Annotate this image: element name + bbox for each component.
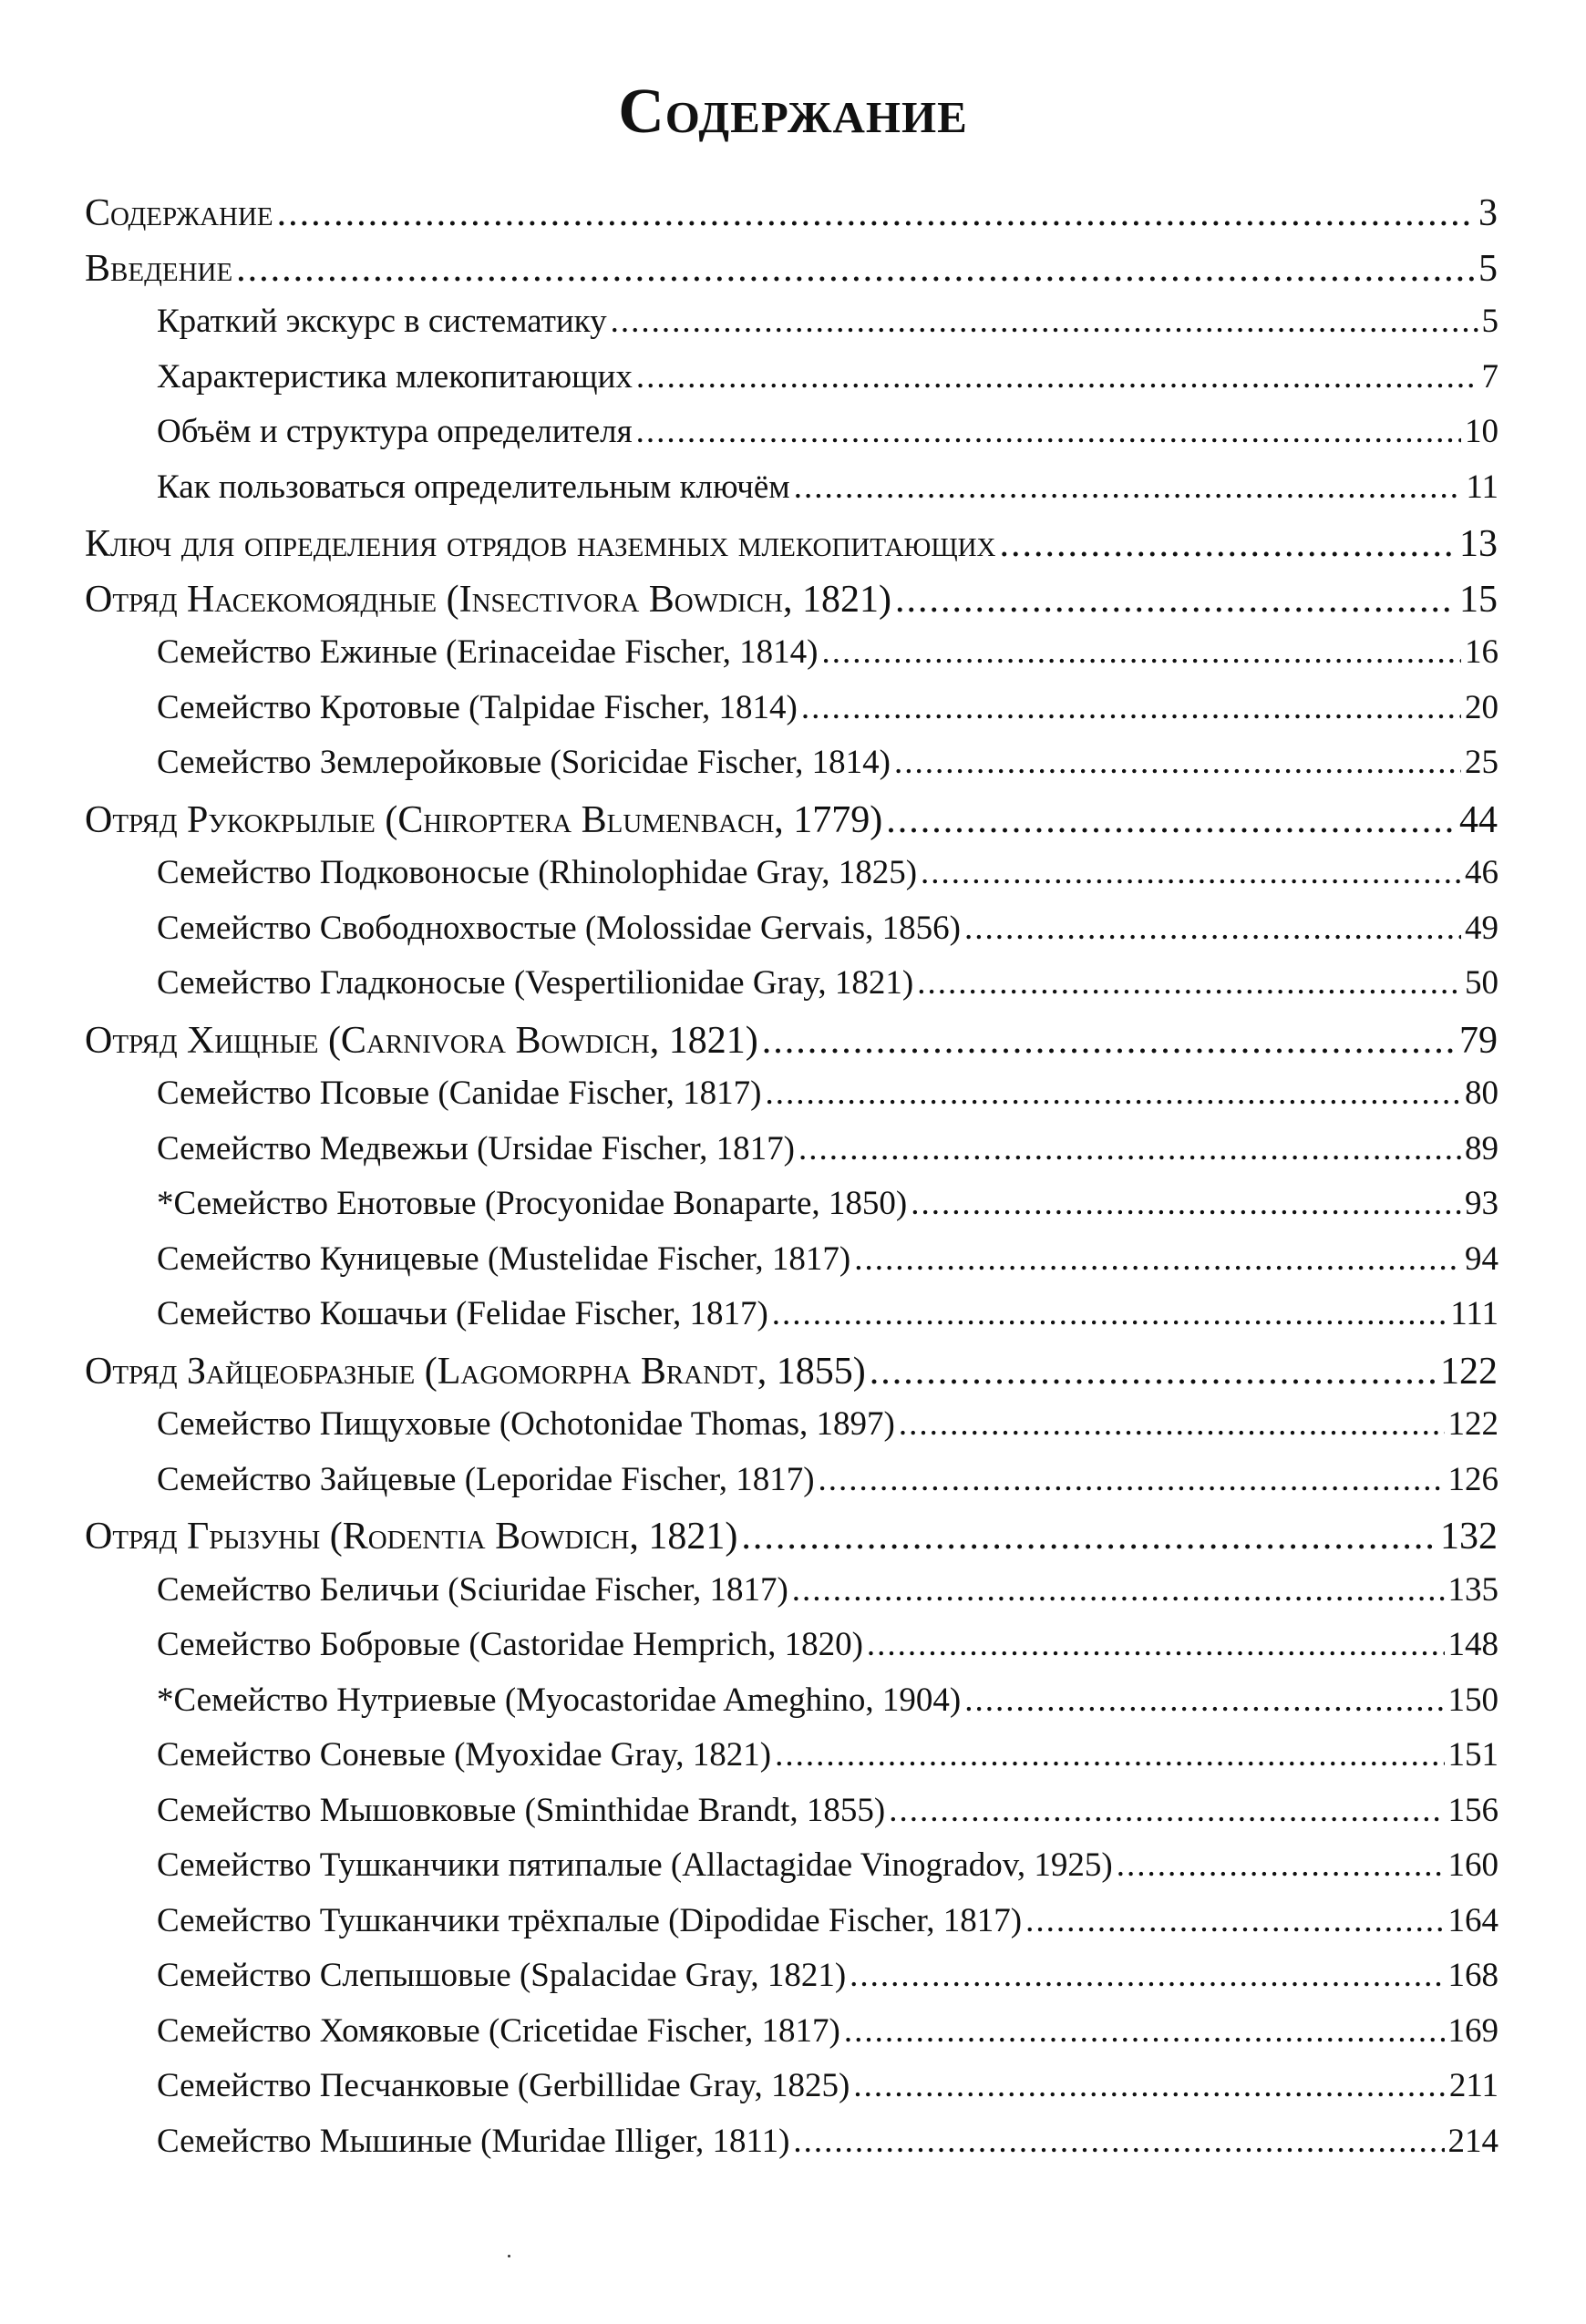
toc-entry-page: 122 xyxy=(1440,1350,1498,1393)
toc-entry-label: Краткий экскурс в систематику xyxy=(157,303,607,340)
toc-entry-page: 7 xyxy=(1481,357,1498,396)
toc-entry-label: Характеристика млекопитающих xyxy=(157,357,633,396)
toc-entry-label: Семейство Зайцевые (Leporidae Fischer, 1817) xyxy=(157,1460,815,1498)
toc-entry-label: Семейство Свободнохвостые (Molossidae Gervais, 1856) xyxy=(157,909,961,947)
dot-leader xyxy=(801,688,1461,727)
toc-subentry[interactable] xyxy=(0,2011,1498,2067)
dot-leader xyxy=(889,1791,1444,1830)
toc-entry-page: 79 xyxy=(1459,1019,1498,1062)
dot-leader xyxy=(921,853,1461,892)
toc-entry-page: 211 xyxy=(1448,2067,1498,2104)
dot-leader xyxy=(1117,1846,1445,1885)
toc-entry-label: Семейство Тушканчики трёхпалые (Dipodidae Fischer, 1817) xyxy=(157,1901,1023,1939)
dot-leader xyxy=(895,578,1456,622)
toc-entry-page: 214 xyxy=(1447,2122,1498,2160)
dot-leader xyxy=(867,1625,1445,1664)
toc-entry-page: 169 xyxy=(1447,2011,1498,2050)
dot-leader xyxy=(762,1019,1456,1063)
dot-leader xyxy=(792,1570,1445,1609)
toc-entry-page: 122 xyxy=(1447,1405,1498,1443)
toc-subentry[interactable] xyxy=(0,2122,1498,2177)
dot-leader xyxy=(886,798,1456,842)
dot-leader xyxy=(765,1074,1461,1113)
toc-subentry[interactable] xyxy=(0,412,1498,468)
dot-leader xyxy=(899,1404,1445,1444)
dot-leader xyxy=(794,468,1463,507)
toc-entry-label: Семейство Землеройковые (Soricidae Fischer, 1814) xyxy=(157,744,891,781)
dot-leader xyxy=(611,302,1478,341)
dot-leader xyxy=(1025,1901,1444,1940)
dot-leader xyxy=(854,1239,1461,1279)
dot-leader xyxy=(277,191,1475,235)
dot-leader xyxy=(236,247,1475,291)
toc-entry-label: Семейство Мышовковые (Sminthidae Brandt, 1855) xyxy=(157,1791,886,1829)
toc-subentry[interactable] xyxy=(0,1239,1498,1295)
dot-leader xyxy=(821,632,1461,672)
toc-entry-page: 11 xyxy=(1466,468,1498,506)
dot-leader xyxy=(911,1184,1461,1223)
toc-entry-label: Ключ для определения отрядов наземных млекопитающих xyxy=(85,523,996,565)
toc-entry-label: Семейство Соневые (Myoxidae Gray, 1821) xyxy=(157,1736,772,1774)
toc-entry[interactable] xyxy=(0,191,1498,247)
toc-entry-page: 3 xyxy=(1478,192,1498,234)
toc-subentry[interactable] xyxy=(0,1681,1498,1736)
toc-list xyxy=(0,191,1586,2176)
toc-entry-page: 126 xyxy=(1447,1460,1498,1498)
toc-entry[interactable] xyxy=(0,247,1498,303)
toc-entry-label: Объём и структура определителя xyxy=(157,413,633,450)
toc-entry-page: 151 xyxy=(1447,1736,1498,1774)
toc-subentry[interactable] xyxy=(0,2066,1498,2122)
toc-entry-page: 150 xyxy=(1447,1681,1498,1719)
toc-subentry[interactable] xyxy=(0,1570,1498,1626)
toc-entry-page: 44 xyxy=(1459,798,1498,841)
toc-subentry[interactable] xyxy=(0,1404,1498,1460)
toc-entry-page: 80 xyxy=(1465,1075,1498,1112)
dot-leader xyxy=(850,1956,1444,1995)
toc-entry-label: Как пользоваться определительным ключём xyxy=(157,468,790,506)
toc-entry[interactable] xyxy=(0,1019,1498,1075)
dot-leader xyxy=(772,1294,1447,1333)
dot-leader xyxy=(798,1129,1461,1168)
toc-entry-label: Введение xyxy=(85,247,233,290)
toc-entry-label: Семейство Гладконосые (Vespertilionidae Gray, 1821) xyxy=(157,964,914,1002)
toc-subentry[interactable] xyxy=(0,853,1498,909)
scan-speck xyxy=(508,2255,510,2257)
page-title: Содержание xyxy=(618,77,968,147)
toc-entry-page: 46 xyxy=(1465,854,1498,891)
toc-entry-label: Содержание xyxy=(85,192,273,234)
toc-entry-page: 15 xyxy=(1459,578,1498,621)
toc-subentry[interactable] xyxy=(0,468,1498,523)
toc-entry-page: 148 xyxy=(1447,1626,1498,1663)
toc-entry-page: 160 xyxy=(1447,1846,1498,1884)
toc-entry[interactable] xyxy=(0,1515,1498,1570)
toc-subentry[interactable] xyxy=(0,909,1498,964)
dot-leader xyxy=(894,743,1461,782)
toc-subentry[interactable] xyxy=(0,1625,1498,1681)
dot-leader xyxy=(1000,522,1457,566)
toc-entry[interactable] xyxy=(0,1350,1498,1405)
toc-subentry[interactable] xyxy=(0,1901,1498,1957)
toc-entry-page: 50 xyxy=(1465,964,1498,1002)
toc-entry-label: Отряд Грызуны (Rodentia Bowdich, 1821) xyxy=(85,1516,738,1558)
dot-leader xyxy=(819,1460,1445,1499)
toc-entry-page: 168 xyxy=(1447,1957,1498,1994)
toc-entry-page: 49 xyxy=(1465,909,1498,947)
toc-entry-label: Семейство Подковоносые (Rhinolophidae Gray, 1825) xyxy=(157,854,918,891)
dot-leader xyxy=(964,1681,1444,1720)
toc-entry-label: Семейство Медвежьи (Ursidae Fischer, 1817) xyxy=(157,1129,795,1167)
toc-entry[interactable] xyxy=(0,798,1498,854)
dot-leader xyxy=(870,1350,1437,1393)
dot-leader xyxy=(853,2066,1446,2105)
toc-entry-label: Семейство Хомяковые (Cricetidae Fischer, 1817) xyxy=(157,2011,840,2050)
toc-entry-page: 156 xyxy=(1447,1791,1498,1829)
toc-subentry[interactable] xyxy=(0,357,1498,413)
toc-entry-label: *Семейство Енотовые (Procyonidae Bonaparte, 1850) xyxy=(157,1185,908,1222)
toc-entry[interactable] xyxy=(0,522,1498,578)
toc-entry-label: Семейство Бобровые (Castoridae Hemprich, 1820) xyxy=(157,1626,863,1663)
toc-subentry[interactable] xyxy=(0,1735,1498,1791)
dot-leader xyxy=(964,909,1461,948)
dot-leader xyxy=(775,1735,1444,1774)
toc-entry-label: Семейство Ежиные (Erinaceidae Fischer, 1814) xyxy=(157,633,819,671)
toc-subentry[interactable] xyxy=(0,743,1498,798)
toc-entry-page: 5 xyxy=(1481,303,1498,340)
toc-entry-page: 89 xyxy=(1465,1129,1498,1167)
dot-leader xyxy=(741,1515,1437,1558)
toc-entry-label: Семейство Куницевые (Mustelidae Fischer, 1817) xyxy=(157,1239,851,1278)
toc-entry-label: Семейство Беличьи (Sciuridae Fischer, 1817) xyxy=(157,1570,788,1609)
toc-subentry[interactable] xyxy=(0,1846,1498,1901)
toc-entry-page: 94 xyxy=(1465,1239,1498,1278)
dot-leader xyxy=(636,412,1461,451)
toc-entry-label: Отряд Рукокрылые (Chiroptera Blumenbach, 1779) xyxy=(85,798,883,841)
toc-entry-label: Семейство Слепышовые (Spalacidae Gray, 1821) xyxy=(157,1957,847,1994)
toc-entry-page: 20 xyxy=(1465,688,1498,726)
toc-entry-page: 10 xyxy=(1465,413,1498,450)
dot-leader xyxy=(917,963,1461,1003)
toc-entry-label: Семейство Песчанковые (Gerbillidae Gray, 1825) xyxy=(157,2067,850,2104)
toc-entry-label: Семейство Кошачьи (Felidae Fischer, 1817) xyxy=(157,1295,768,1332)
toc-entry-label: Семейство Кротовые (Talpidae Fischer, 1814) xyxy=(157,688,798,726)
toc-subentry[interactable] xyxy=(0,1460,1498,1516)
toc-subentry[interactable] xyxy=(0,632,1498,688)
toc-entry-page: 13 xyxy=(1459,523,1498,565)
toc-entry-page: 25 xyxy=(1465,744,1498,781)
toc-entry-page: 16 xyxy=(1465,633,1498,671)
dot-leader xyxy=(636,357,1478,396)
toc-subentry[interactable] xyxy=(0,1129,1498,1185)
toc-subentry[interactable] xyxy=(0,1074,1498,1129)
toc-subentry[interactable] xyxy=(0,963,1498,1019)
toc-subentry[interactable] xyxy=(0,1184,1498,1239)
dot-leader xyxy=(793,2122,1444,2161)
toc-entry-label: Отряд Хищные (Carnivora Bowdich, 1821) xyxy=(85,1019,758,1062)
toc-entry-page: 164 xyxy=(1447,1901,1498,1939)
toc-entry-page: 111 xyxy=(1450,1295,1498,1332)
toc-entry-label: Семейство Пищуховые (Ochotonidae Thomas, 1897) xyxy=(157,1405,895,1443)
toc-entry-label: Семейство Мышиные (Muridae Illiger, 1811) xyxy=(157,2122,790,2160)
toc-entry-page: 132 xyxy=(1440,1516,1498,1558)
toc-subentry[interactable] xyxy=(0,302,1498,357)
toc-subentry[interactable] xyxy=(0,688,1498,744)
toc-entry-label: Семейство Псовые (Canidae Fischer, 1817) xyxy=(157,1075,762,1112)
toc-entry-label: Отряд Зайцеобразные (Lagomorpha Brandt, 1855) xyxy=(85,1350,866,1393)
toc-entry-label: *Семейство Нутриевые (Myocastoridae Ameghino, 1904) xyxy=(157,1681,962,1719)
toc-entry-page: 5 xyxy=(1478,247,1498,290)
dot-leader xyxy=(844,2011,1445,2051)
toc-entry-page: 135 xyxy=(1447,1570,1498,1609)
toc-subentry[interactable] xyxy=(0,1791,1498,1846)
toc-entry-label: Отряд Насекомоядные (Insectivora Bowdich, 1821) xyxy=(85,578,891,621)
toc-entry-page: 93 xyxy=(1465,1185,1498,1222)
toc-subentry[interactable] xyxy=(0,1294,1498,1350)
toc-entry[interactable] xyxy=(0,578,1498,633)
toc-entry-label: Семейство Тушканчики пятипалые (Allactagidae Vinogradov, 1925) xyxy=(157,1846,1113,1884)
toc-subentry[interactable] xyxy=(0,1956,1498,2011)
